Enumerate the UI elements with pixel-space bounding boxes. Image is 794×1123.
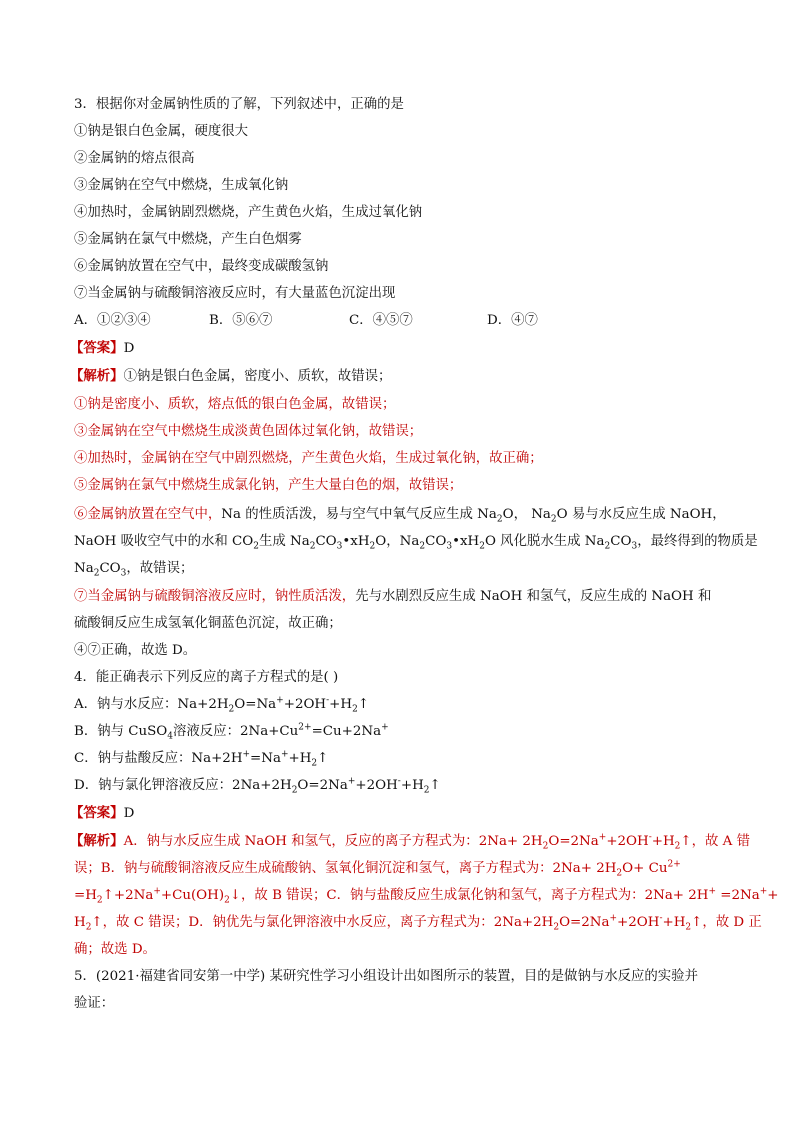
question-3-stem: 3．根据你对金属钠性质的了解，下列叙述中，正确的是	[74, 97, 404, 112]
q3-item-3: ③金属钠在空气中燃烧，生成氧化钠	[74, 178, 289, 193]
analysis-tag: 【解析】	[70, 833, 124, 849]
q3-item-4: ④加热时，金属钠剧烈燃烧，产生黄色火焰，生成过氧化钠	[74, 205, 423, 220]
q4-analysis-line-2: 误；B．钠与硫酸铜溶液反应生成硫酸钠、氢氧化铜沉淀和氢气，离子方程式为：$2Na+ 2H_2O+ Cu^{2+}$	[74, 859, 681, 879]
option-label: B．钠与 CuSO	[74, 724, 168, 739]
analysis-text: ，故错误；	[126, 561, 194, 576]
analysis-text: ，故 A 错	[691, 834, 750, 849]
q4-option-a: A．钠与水反应：$Na+2H_2O=Na^++2OH^-+H_2↑$	[74, 695, 370, 715]
analysis-text: CO	[610, 534, 632, 549]
q3-analysis-end: ④⑦正确，故选 D。	[74, 643, 197, 658]
analysis-text: 误；B．钠与硫酸铜溶液反应生成硫酸钠、氢氧化铜沉淀和氢气，离子方程式为：	[74, 861, 553, 876]
answer-value: D	[123, 806, 135, 821]
option-label: A．钠与水反应：	[74, 697, 178, 712]
analysis-text: ，故 C 错误；D．钠优先与氯化钾溶液中水反应，离子方程式为：	[102, 915, 494, 930]
q3-item-5: ⑤金属钠在氯气中燃烧，产生白色烟雾	[74, 232, 302, 247]
analysis-text: CO	[315, 534, 337, 549]
answer-value: D	[123, 341, 135, 356]
analysis-text: ，最终得到的物质是	[637, 534, 758, 549]
q3-analysis-6-line-3: $Na_2CO_3$，故错误；	[74, 561, 194, 579]
q4-option-c: C．钠与盐酸反应：$Na+2H^+=Na^++H_2↑$	[74, 749, 329, 769]
answer-tag: 【答案】	[70, 340, 124, 356]
q3-options	[74, 312, 538, 329]
analysis-text: O 风化脱水生成 Na	[484, 534, 605, 549]
q4-option-b: B．钠与 CuSO$_4$溶液反应：$2Na+Cu^{2+}=Cu+2Na^+$	[74, 722, 389, 742]
q3-item-2: ②金属钠的熔点很高	[74, 151, 195, 166]
option-label: C．钠与盐酸反应：	[74, 751, 192, 766]
analysis-text: ，故 B 错误；C．钠与盐酸反应生成氯化钠和氢气，离子方程式为：	[241, 888, 645, 903]
question-5-stem-line-1: 5．(2021·福建省同安第一中学) 某研究性学习小组设计出如图所示的装置，目的是做钠与水反应的实验并	[74, 969, 698, 984]
q4-answer	[70, 805, 134, 822]
q3-analysis-first	[70, 368, 391, 385]
analysis-text: ⑥金属钠放置在空气中，	[74, 507, 222, 522]
analysis-text: ⑦当金属钠与硫酸铜溶液反应时，钠性质活泼，	[74, 589, 356, 604]
q3-analysis-line-3: ④加热时，金属钠在空气中剧烈燃烧，产生黄色火焰，生成过氧化钠，故正确；	[74, 451, 543, 466]
q3-analysis-7-line-2: 硫酸铜反应生成氢氧化铜蓝色沉淀，故正确；	[74, 616, 342, 631]
analysis-text: O，Na	[375, 534, 420, 549]
q3-analysis-line-4: ⑤金属钠在氯气中燃烧生成氯化钠，产生大量白色的烟，故错误；	[74, 478, 463, 493]
q3-analysis-7-line-1	[74, 588, 711, 605]
option-label: 溶液反应：	[173, 724, 240, 739]
q4-analysis-line-1: 【解析】A．钠与水反应生成 NaOH 和氢气，反应的离子方程式为：$2Na+ 2H_2O=2Na^++2OH^-+H_2↑$，故 A 错	[70, 832, 750, 852]
q3-item-7: ⑦当金属钠与硫酸铜溶液反应时，有大量蓝色沉淀出现	[74, 286, 396, 301]
analysis-text: ，故 D 正	[702, 915, 762, 930]
analysis-text: •xH	[342, 534, 370, 549]
q3-analysis-6-line-1: ⑥金属钠放置在空气中，Na 的性质活泼，易与空气中氧气反应生成 $Na_2O$， $Na_2O$ 易与水反应生成 NaOH，	[74, 507, 726, 525]
q4-analysis-line-4: $H_2↑$，故 C 错误；D．钠优先与氯化钾溶液中水反应，离子方程式为：$2Na+2H_2O=2Na^++2OH^-+H_2↑$，故 D 正	[74, 913, 762, 933]
q3-item-6: ⑥金属钠放置在空气中，最终变成碳酸氢钠	[74, 259, 329, 274]
analysis-text: Na 的性质活泼，易与空气中氧气反应生成 Na	[221, 507, 497, 522]
analysis-text: 生成 Na	[258, 534, 310, 549]
question-4-stem: 4．能正确表示下列反应的离子方程式的是( )	[74, 670, 339, 685]
analysis-tag: 【解析】	[70, 368, 124, 384]
q3-analysis-line-1: ①钠是密度小、质软，熔点低的银白色金属，故错误；	[74, 397, 396, 412]
analysis-text: Na	[74, 561, 94, 576]
q3-item-1: ①钠是银白色金属，硬度很大	[74, 124, 249, 139]
analysis-text: 先与水剧烈反应生成 NaOH 和氢气，反应生成的 NaOH 和	[355, 589, 712, 604]
q4-analysis-line-5: 确；故选 D。	[74, 942, 156, 957]
analysis-text: NaOH 吸收空气中的水和 CO	[74, 534, 254, 549]
q4-option-d: D．钠与氯化钾溶液反应：$2Na+2H_2O=2Na^++2OH^-+H_2↑$	[74, 776, 441, 796]
q3-answer	[70, 340, 134, 357]
analysis-text: O， Na	[502, 507, 551, 522]
q3-analysis-line-2: ③金属钠在空气中燃烧生成淡黄色固体过氧化钠，故错误；	[74, 424, 423, 439]
q3-option-d: D．④⑦	[487, 313, 538, 328]
q4-analysis-line-3: $=H_2↑+2Na^++Cu(OH)_2↓$，故 B 错误；C．钠与盐酸反应生成氯化钠和氢气，离子方程式为：2Na+ 2H+ =2Na++	[74, 886, 779, 906]
q3-option-b: B．⑤⑥⑦	[209, 313, 273, 328]
analysis-text: O 易与水反应生成 NaOH，	[556, 507, 726, 522]
q3-option-c: C．④⑤⑦	[349, 313, 413, 328]
question-5-stem-line-2: 验证：	[74, 996, 115, 1011]
q3-option-a: A．①②③④	[74, 313, 151, 328]
analysis-text: ①钠是银白色金属，密度小、质软，故错误；	[123, 369, 392, 384]
q3-analysis-6-line-2: NaOH 吸收空气中的水和 $CO_2$生成 $Na_2CO_3•xH_2O$，$Na_2CO_3•xH_2O$ 风化脱水生成 $Na_2CO_3$，最终得到的物质是	[74, 534, 758, 552]
option-label: D．钠与氯化钾溶液反应：	[74, 778, 233, 793]
analysis-text: A．钠与水反应生成 NaOH 和氢气，反应的离子方程式为：	[123, 834, 479, 849]
analysis-text: •xH	[452, 534, 480, 549]
answer-tag: 【答案】	[70, 805, 124, 821]
analysis-text: CO	[425, 534, 447, 549]
analysis-text: CO	[99, 561, 121, 576]
